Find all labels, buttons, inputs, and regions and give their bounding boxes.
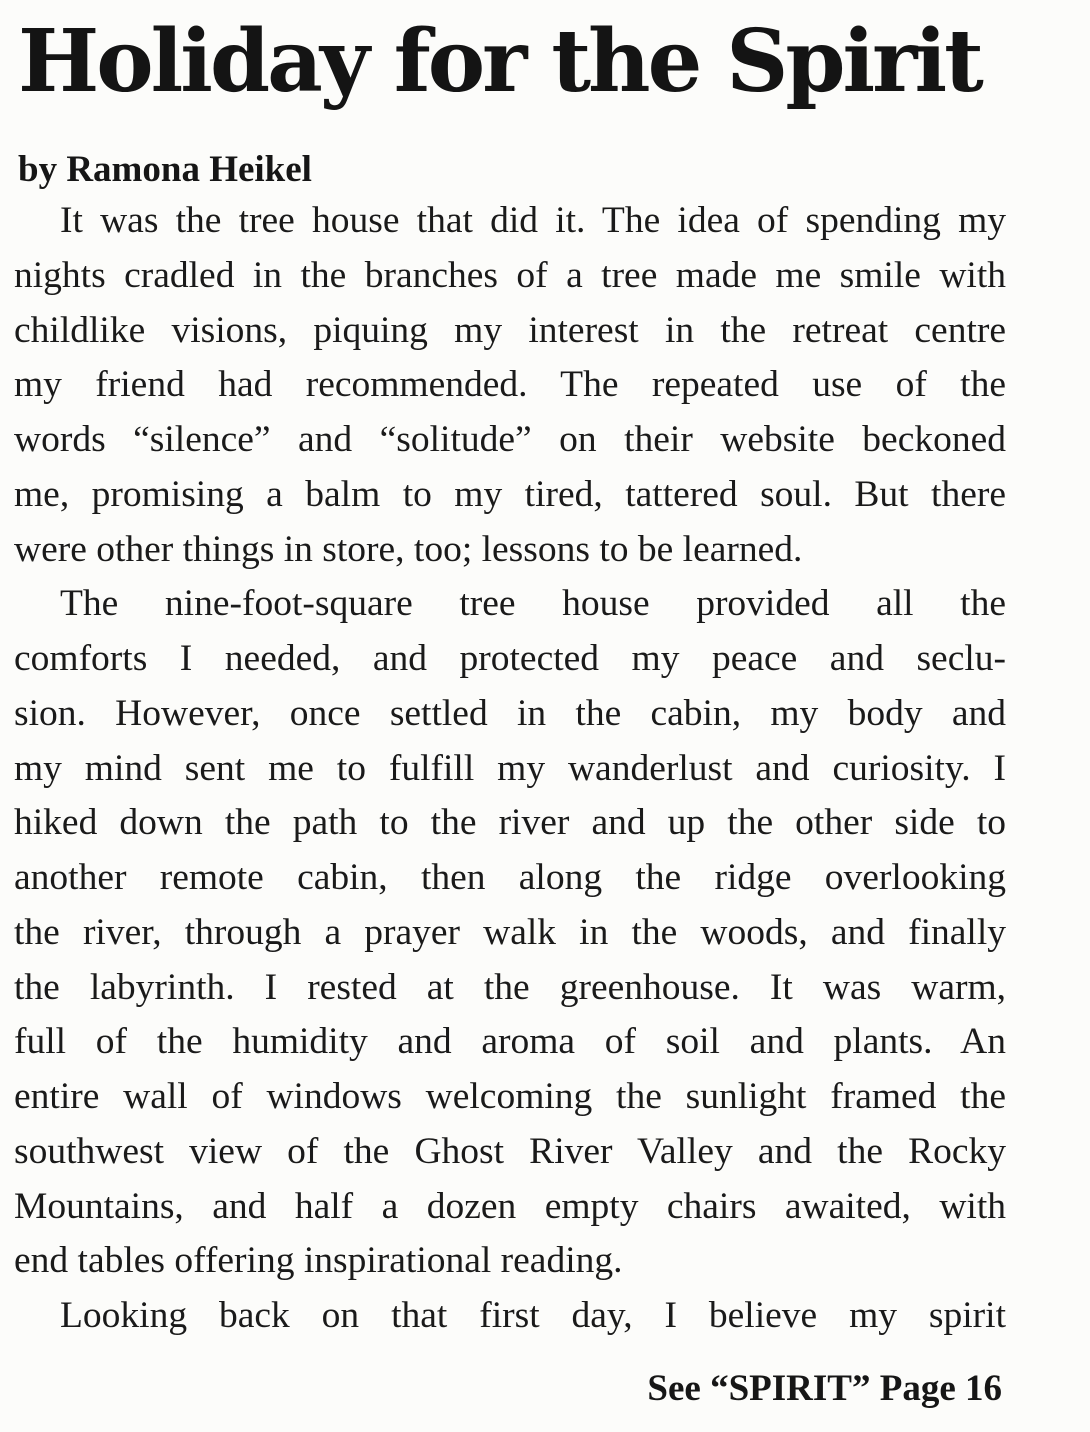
body-line: end tables offering inspirational reading. bbox=[14, 1240, 623, 1282]
body-line: were other things in store, too; lessons to be learned. bbox=[14, 528, 803, 570]
body-line: me, promising a balm to my tired, tattered soul. But there bbox=[14, 473, 1006, 515]
article-title: Holiday for the Spirit bbox=[18, 11, 981, 112]
body-line: nights cradled in the branches of a tree made me smile with bbox=[14, 254, 1006, 296]
body-line: sion. However, once settled in the cabin, my body and bbox=[14, 692, 1006, 734]
body-line: childlike visions, piquing my interest in the retreat centre bbox=[14, 309, 1006, 351]
body-line: It was the tree house that did it. The idea of spending my bbox=[60, 200, 1006, 241]
body-line: Looking back on that first day, I believe my spirit bbox=[60, 1295, 1006, 1336]
body-line: the labyrinth. I rested at the greenhouse. It was warm, bbox=[14, 966, 1006, 1008]
body-line: southwest view of the Ghost River Valley and the Rocky bbox=[14, 1130, 1006, 1172]
body-line: Mountains, and half a dozen empty chairs awaited, with bbox=[14, 1185, 1006, 1227]
body-line: The nine-foot-square tree house provided all the bbox=[60, 583, 1006, 625]
body-line: another remote cabin, then along the ridge overlooking bbox=[14, 857, 1006, 898]
continuation-note: See “SPIRIT” Page 16 bbox=[647, 1368, 1002, 1409]
article-body bbox=[14, 194, 1006, 1344]
body-line: entire wall of windows welcoming the sunlight framed the bbox=[14, 1076, 1006, 1117]
body-line: comforts I needed, and protected my peace and seclu- bbox=[14, 638, 1006, 679]
body-line: full of the humidity and aroma of soil and plants. An bbox=[14, 1021, 1006, 1063]
article-byline: by Ramona Heikel bbox=[18, 149, 312, 190]
body-line: words “silence” and “solitude” on their website beckoned bbox=[14, 419, 1006, 460]
body-line: my friend had recommended. The repeated use of the bbox=[14, 364, 1006, 406]
body-line: the river, through a prayer walk in the woods, and finally bbox=[14, 911, 1006, 953]
body-line: hiked down the path to the river and up the other side to bbox=[14, 802, 1006, 844]
body-line: my mind sent me to fulfill my wanderlust and curiosity. I bbox=[14, 747, 1006, 789]
